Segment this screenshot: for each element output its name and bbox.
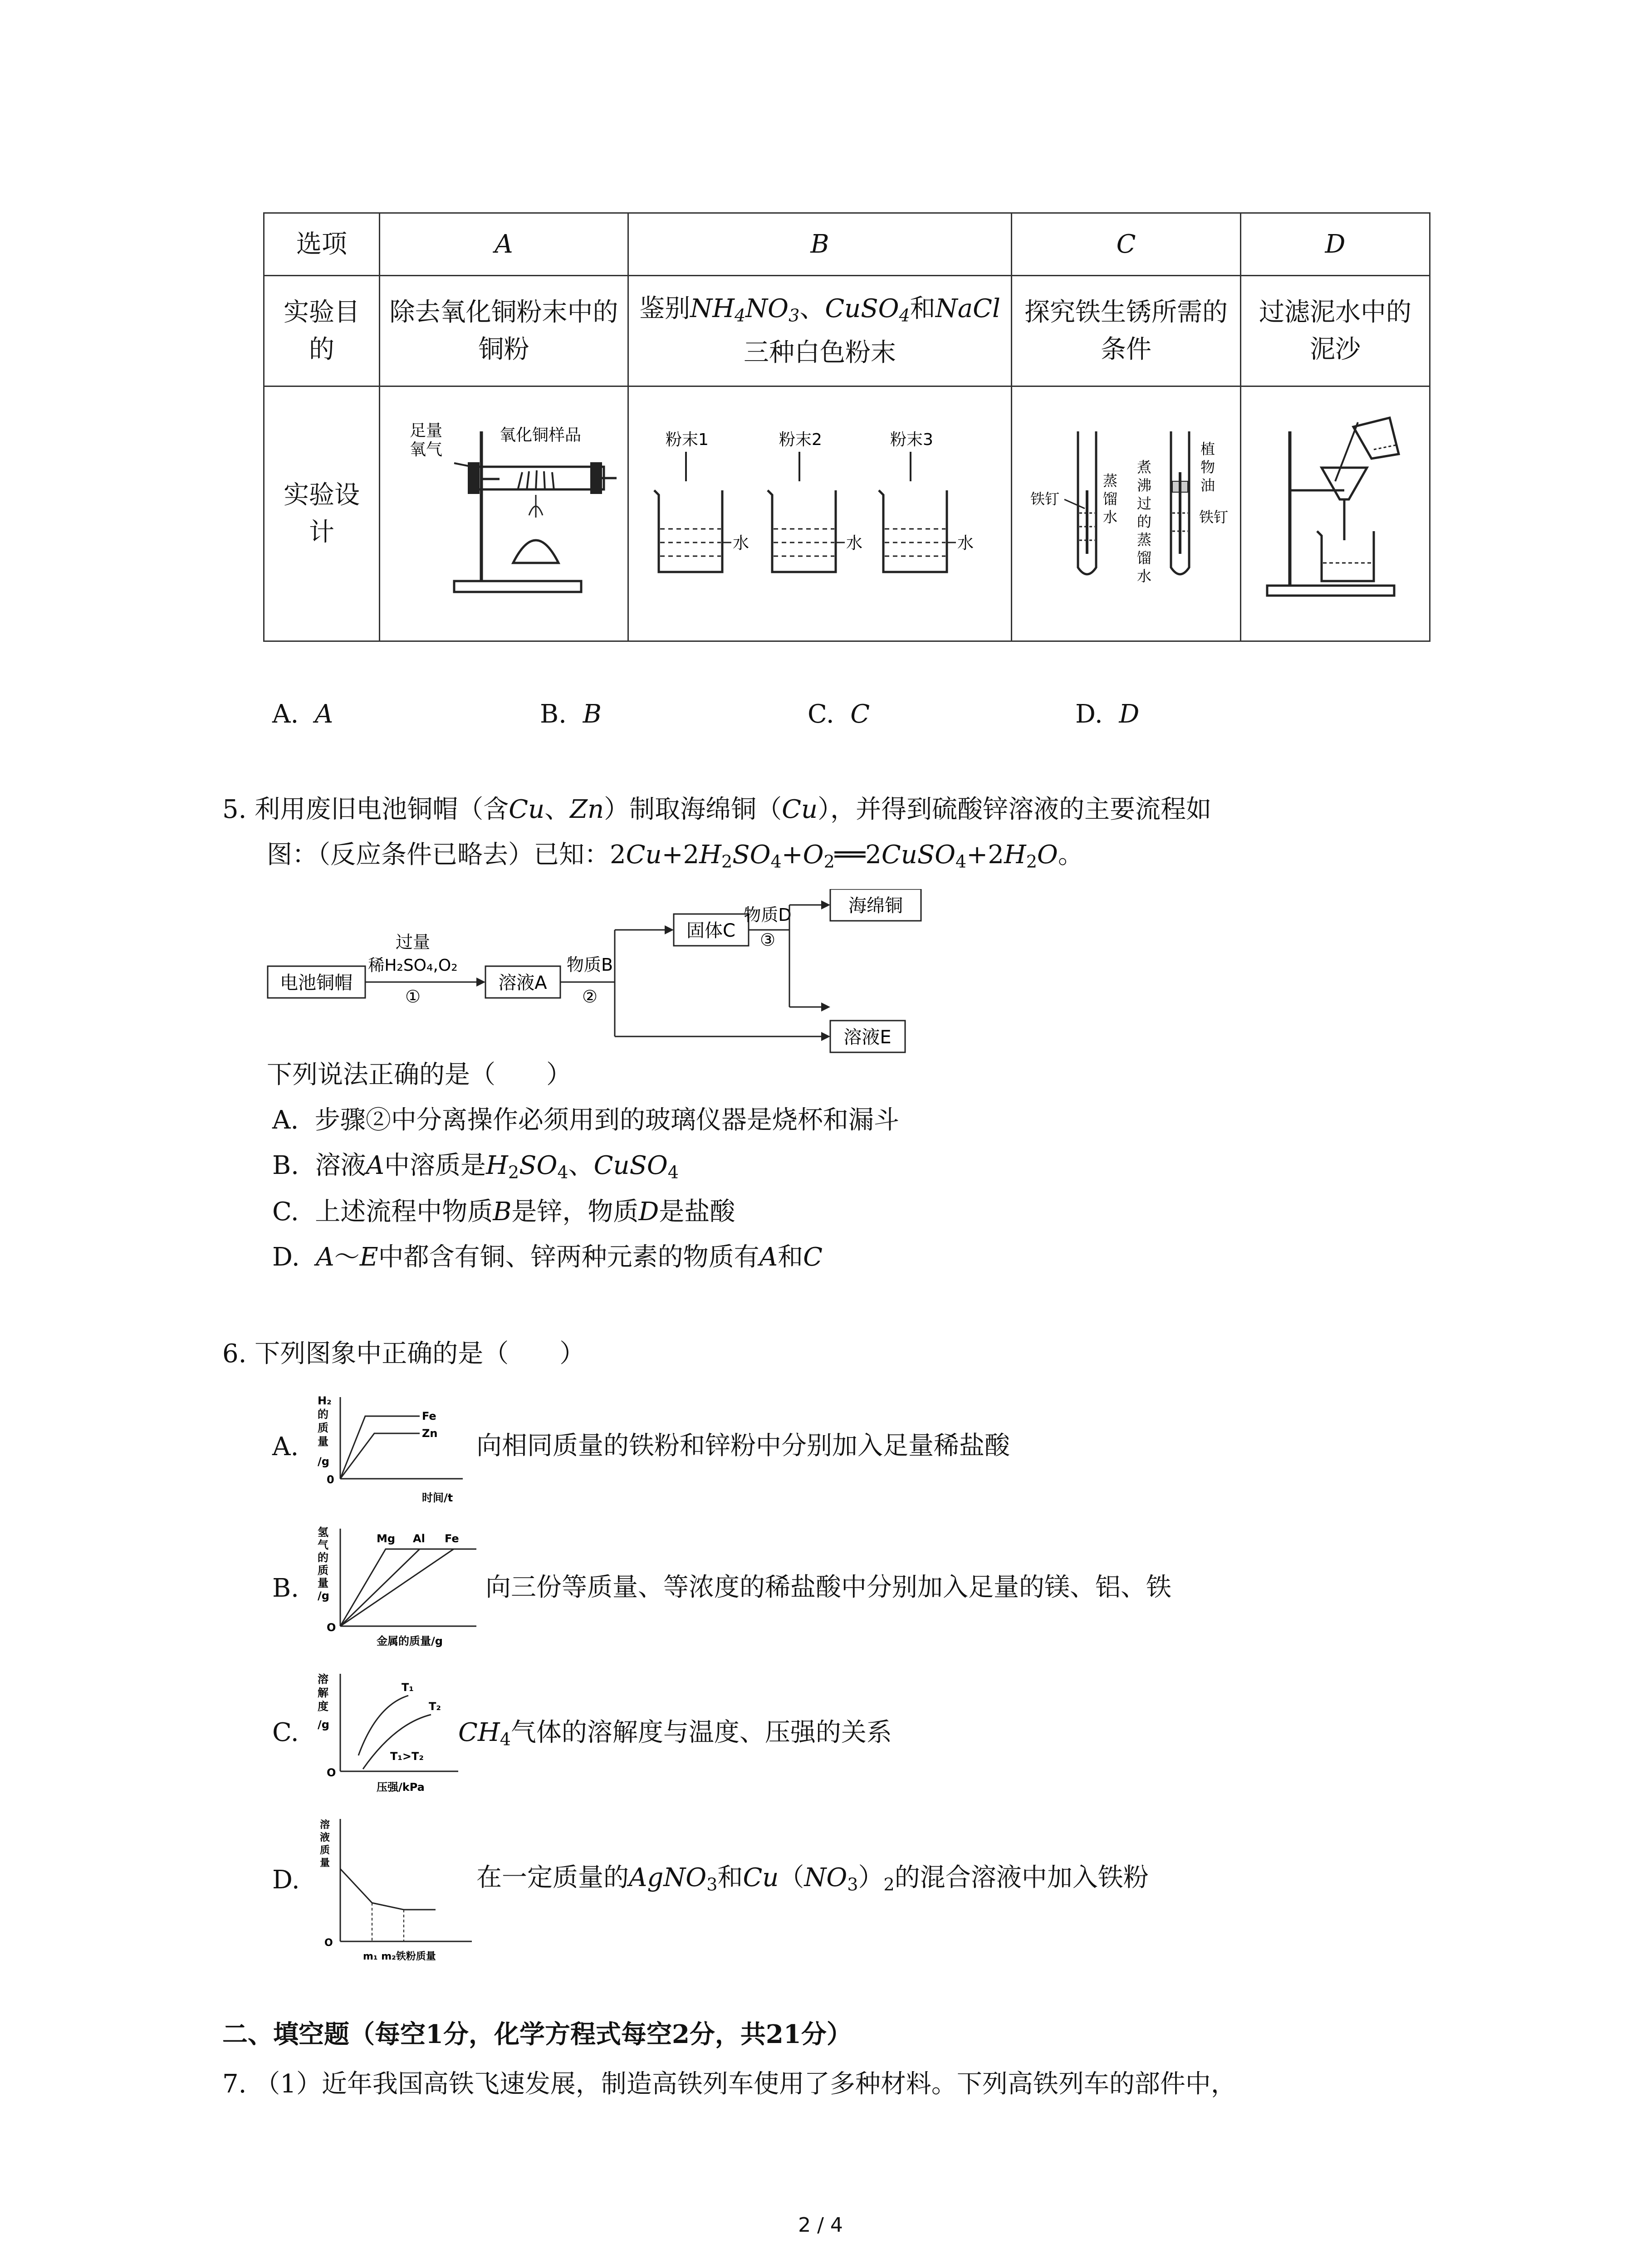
svg-text:植: 植 xyxy=(1200,440,1215,458)
svg-text:质: 质 xyxy=(318,1422,328,1434)
purpose-label: 实验目的 xyxy=(264,276,380,386)
purpose-a: 除去氧化铜粉末中的铜粉 xyxy=(380,276,628,386)
svg-text:/g: /g xyxy=(318,1718,329,1731)
svg-text:氧气: 氧气 xyxy=(409,440,442,459)
table-header-c: C xyxy=(1012,213,1241,276)
svg-text:气: 气 xyxy=(318,1539,328,1551)
q6-option-d-text: 在一定质量的AgNO$_3$和$Cu(NO_3)_2$的混合溶液中加入铁粉 xyxy=(476,1863,1149,1895)
svg-text:T₂: T₂ xyxy=(429,1700,441,1713)
svg-text:溶: 溶 xyxy=(320,1819,330,1831)
svg-text:水: 水 xyxy=(846,534,863,552)
svg-text:物质B: 物质B xyxy=(566,955,613,975)
design-b xyxy=(628,386,1012,641)
svg-text:量: 量 xyxy=(318,1577,328,1589)
design-d xyxy=(1241,386,1430,641)
svg-text:解: 解 xyxy=(318,1686,328,1699)
q6-graph-d xyxy=(318,1814,481,1964)
svg-text:稀H₂SO₄,O₂: 稀H₂SO₄,O₂ xyxy=(368,956,458,975)
svg-text:蒸: 蒸 xyxy=(1103,472,1118,489)
svg-text:铁钉: 铁钉 xyxy=(1030,490,1060,508)
svg-text:海绵铜: 海绵铜 xyxy=(848,895,903,916)
q7-line1: 7. （1）近年我国高铁飞速发展，制造高铁列车使用了多种材料。下列高铁列车的部件中， xyxy=(222,2069,1236,2099)
q6-option-c-letter[interactable]: C. xyxy=(272,1718,299,1747)
svg-text:水: 水 xyxy=(957,534,974,552)
svg-text:度: 度 xyxy=(318,1700,328,1713)
q6-option-a-letter[interactable]: A. xyxy=(272,1432,299,1461)
svg-text:水: 水 xyxy=(733,534,749,552)
svg-text:液: 液 xyxy=(320,1832,330,1843)
svg-text:铁钉: 铁钉 xyxy=(1199,508,1229,526)
svg-text:足量: 足量 xyxy=(409,421,442,440)
svg-text:物质D: 物质D xyxy=(744,905,792,925)
svg-text:煮: 煮 xyxy=(1137,459,1152,476)
svg-text:的: 的 xyxy=(318,1408,328,1421)
svg-text:③: ③ xyxy=(759,930,776,950)
svg-text:溶: 溶 xyxy=(318,1673,328,1686)
q6-option-c-text: $CH_4$气体的溶解度与温度、压强的关系 xyxy=(458,1718,892,1750)
svg-text:Fe: Fe xyxy=(445,1532,459,1545)
svg-text:T₁>T₂: T₁>T₂ xyxy=(390,1750,424,1763)
svg-text:Fe: Fe xyxy=(422,1410,436,1422)
q6-question: 6. 下列图象中正确的是（ ） xyxy=(222,1339,585,1369)
q5-question: 下列说法正确的是（ ） xyxy=(267,1060,572,1090)
q6-option-b-letter[interactable]: B. xyxy=(272,1574,299,1603)
q6-graph-c xyxy=(318,1669,463,1796)
q4-option-b[interactable]: B. B xyxy=(540,699,602,729)
svg-text:水: 水 xyxy=(1103,508,1118,526)
q5-line1: 5. 利用废旧电池铜帽（含Cu、Zn）制取海绵铜（Cu），并得到硫酸锌溶液的主要流程如 xyxy=(222,795,1212,824)
svg-text:H₂: H₂ xyxy=(318,1394,332,1407)
svg-text:质: 质 xyxy=(320,1845,330,1856)
svg-text:溶液E: 溶液E xyxy=(843,1027,892,1048)
q5-option-a[interactable]: A. 步骤②中分离操作必须用到的玻璃仪器是烧杯和漏斗 xyxy=(272,1105,899,1135)
table-header-d: D xyxy=(1241,213,1430,276)
svg-text:O: O xyxy=(327,1621,336,1634)
svg-text:量: 量 xyxy=(320,1857,330,1869)
svg-text:过量: 过量 xyxy=(395,932,431,952)
svg-text:O: O xyxy=(327,1766,336,1779)
purpose-b: 鉴别$NH_4NO_3$、CuSO$_4$和NaCl三种白色粉末 xyxy=(628,276,1012,386)
svg-text:固体C: 固体C xyxy=(686,920,735,941)
svg-text:②: ② xyxy=(582,987,598,1007)
beakers-b-figure xyxy=(638,418,1001,599)
svg-text:氧化铜样品: 氧化铜样品 xyxy=(499,426,581,445)
q5-option-d[interactable]: D. A～E中都含有铜、锌两种元素的物质有A和C xyxy=(272,1242,823,1272)
svg-text:粉末1: 粉末1 xyxy=(666,430,709,449)
q5-line2: 图：（反应条件已略去）已知：$2Cu+2H_2SO_4+O_2══2CuSO_4+2H_2O$。 xyxy=(267,840,1083,872)
svg-text:溶液A: 溶液A xyxy=(498,973,547,993)
svg-text:O: O xyxy=(324,1937,333,1949)
svg-text:T₁: T₁ xyxy=(402,1681,414,1694)
svg-text:蒸: 蒸 xyxy=(1137,531,1152,548)
q6-graph-b xyxy=(318,1524,490,1651)
apparatus-a-figure xyxy=(391,413,617,604)
q4-option-c[interactable]: C. C xyxy=(808,699,870,729)
test-tubes-c-figure xyxy=(1021,418,1239,599)
table-header-b: B xyxy=(628,213,1012,276)
q4-option-d[interactable]: D. D xyxy=(1075,699,1140,729)
table-header-option: 选项 xyxy=(264,213,380,276)
svg-text:/g: /g xyxy=(318,1455,329,1468)
q5-option-b[interactable]: B. 溶液A中溶质是$H_2SO_4$、CuSO$_4$ xyxy=(272,1151,679,1183)
options-table xyxy=(263,212,1430,642)
purpose-c: 探究铁生锈所需的条件 xyxy=(1012,276,1241,386)
svg-text:馏: 馏 xyxy=(1103,490,1118,508)
q6-graph-a xyxy=(318,1393,467,1510)
svg-text:Al: Al xyxy=(413,1532,425,1545)
svg-text:电池铜帽: 电池铜帽 xyxy=(280,973,353,993)
svg-text:m₁ m₂铁粉质量: m₁ m₂铁粉质量 xyxy=(363,1951,436,1962)
table-header-a: A xyxy=(380,213,628,276)
q6-option-b-text: 向三份等质量、等浓度的稀盐酸中分别加入足量的镁、铝、铁 xyxy=(485,1573,1171,1602)
svg-text:氢: 氢 xyxy=(318,1526,328,1539)
svg-text:金属的质量/g: 金属的质量/g xyxy=(377,1635,443,1647)
svg-text:水: 水 xyxy=(1137,567,1152,585)
svg-text:/g: /g xyxy=(318,1589,329,1602)
q5-option-c[interactable]: C. 上述流程中物质B是锌，物质D是盐酸 xyxy=(272,1197,735,1227)
svg-text:油: 油 xyxy=(1200,477,1215,494)
section-2-title: 二、填空题（每空1分，化学方程式每空2分，共21分） xyxy=(222,2019,852,2049)
svg-text:时间/t: 时间/t xyxy=(422,1491,453,1504)
svg-text:的: 的 xyxy=(318,1551,328,1564)
svg-text:质: 质 xyxy=(318,1564,328,1577)
svg-text:压强/kPa: 压强/kPa xyxy=(377,1781,425,1794)
design-c xyxy=(1012,386,1241,641)
design-a xyxy=(380,386,628,641)
svg-text:沸: 沸 xyxy=(1137,477,1152,494)
svg-text:①: ① xyxy=(405,987,421,1007)
svg-text:的: 的 xyxy=(1137,513,1152,530)
q4-option-a[interactable]: A. A xyxy=(272,699,333,729)
svg-text:物: 物 xyxy=(1200,459,1215,476)
svg-text:0: 0 xyxy=(327,1473,334,1486)
svg-text:Zn: Zn xyxy=(422,1427,438,1440)
filtration-d-figure xyxy=(1254,413,1417,604)
svg-text:馏: 馏 xyxy=(1137,549,1152,567)
svg-text:粉末3: 粉末3 xyxy=(890,430,933,449)
q6-option-d-letter[interactable]: D. xyxy=(272,1865,300,1895)
q6-option-a-text: 向相同质量的铁粉和锌粉中分别加入足量稀盐酸 xyxy=(476,1431,1010,1461)
design-label: 实验设计 xyxy=(264,386,380,641)
svg-text:Mg: Mg xyxy=(377,1532,396,1545)
page-number: 2 / 4 xyxy=(798,2214,843,2237)
svg-text:量: 量 xyxy=(318,1435,328,1448)
purpose-d: 过滤泥水中的泥沙 xyxy=(1241,276,1430,386)
svg-text:过: 过 xyxy=(1137,495,1152,512)
svg-text:粉末2: 粉末2 xyxy=(779,430,822,449)
